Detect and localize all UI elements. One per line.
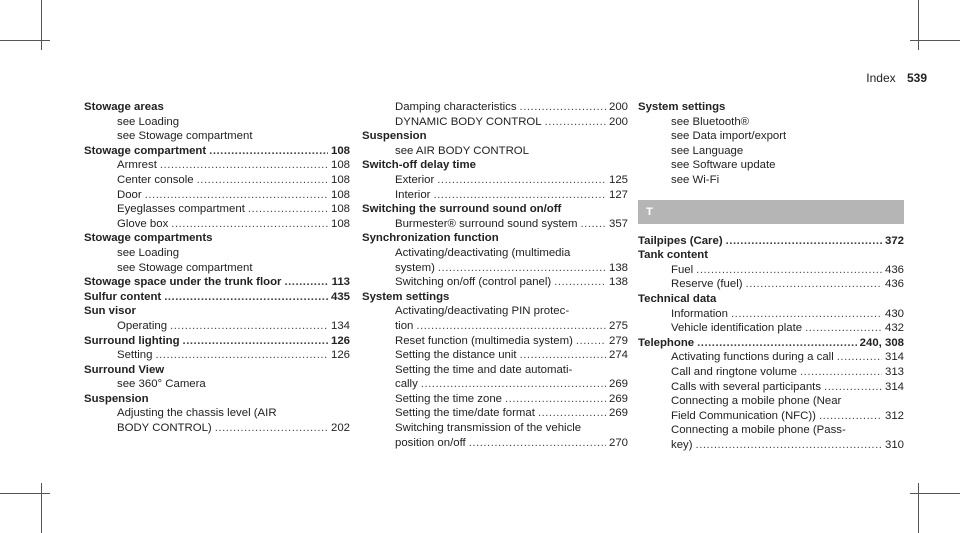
entry-heading — [84, 334, 350, 349]
sub-entry — [362, 100, 628, 115]
sub-entry — [638, 307, 904, 322]
leader-dots — [433, 188, 606, 203]
sub-entry-text: Burmester® surround sound system — [395, 217, 578, 230]
leader-dots — [284, 275, 328, 290]
leader-dots — [576, 334, 606, 349]
leader-dots — [248, 202, 328, 217]
entry-heading — [362, 231, 628, 246]
crop-mark — [918, 0, 919, 50]
page-reference[interactable]: 202 — [330, 422, 350, 435]
sub-entry-text: see Loading — [117, 115, 180, 128]
leader-dots — [505, 392, 606, 407]
page-reference[interactable]: 269 — [608, 407, 628, 420]
sub-entry-text: Reset function (multimedia system) — [395, 334, 573, 347]
page-reference[interactable]: 108 — [330, 203, 350, 216]
sub-entry-text: see Data import/export — [671, 130, 787, 143]
page-header — [866, 71, 927, 85]
sub-entry-text: see Stowage compartment — [117, 130, 253, 143]
entry-heading-text: Synchronization function — [362, 232, 499, 245]
sub-entry-text: key) — [671, 438, 693, 451]
crop-mark — [918, 483, 919, 533]
sub-entry — [638, 321, 904, 336]
sub-entry — [638, 277, 904, 292]
index-entry — [84, 275, 350, 290]
entry-heading — [84, 275, 350, 290]
page-reference[interactable]: 436 — [884, 278, 904, 291]
entry-heading-text: Surround View — [84, 363, 165, 376]
sub-entry — [362, 334, 628, 349]
sub-entry — [84, 188, 350, 203]
page-reference[interactable]: 126 — [330, 349, 350, 362]
sub-entry — [638, 380, 904, 395]
leader-dots — [819, 409, 882, 424]
page-reference[interactable]: 430 — [884, 307, 904, 320]
index-entry — [638, 234, 904, 249]
page-reference[interactable]: 108 — [330, 159, 350, 172]
leader-dots — [438, 261, 606, 276]
sub-entry — [84, 261, 350, 276]
sub-entry-text: see Loading — [117, 246, 180, 259]
index-entry — [84, 363, 350, 392]
sub-entry — [84, 129, 350, 144]
crop-mark — [0, 40, 50, 41]
page-reference[interactable]: 270 — [608, 436, 628, 449]
leader-dots — [520, 100, 606, 115]
sub-entry — [84, 158, 350, 173]
sub-entry — [362, 261, 628, 276]
sub-entry-text: Eyeglasses compartment — [117, 203, 245, 216]
sub-entry-text: see Language — [671, 144, 744, 157]
index-entry — [84, 334, 350, 363]
index-entry — [638, 100, 904, 188]
entry-heading-text: Technical data — [638, 292, 717, 305]
entry-heading — [84, 290, 350, 305]
leader-dots — [538, 406, 606, 421]
sub-entry-text: see AIR BODY CONTROL — [395, 144, 529, 157]
sub-entry — [84, 217, 350, 232]
sub-entry-text: see Bluetooth® — [671, 115, 750, 128]
sub-entry — [362, 115, 628, 130]
sub-entry-text: Activating/deactivating (multimedia — [395, 246, 571, 259]
sub-entry-text: Operating — [117, 319, 168, 332]
leader-dots — [697, 336, 857, 351]
page-reference[interactable]: 108 — [330, 217, 350, 230]
sub-entry — [362, 392, 628, 407]
sub-entry — [638, 173, 904, 188]
sub-entry-text: Connecting a mobile phone (Near — [671, 395, 842, 408]
entry-heading-text: Suspension — [84, 392, 149, 405]
page-reference[interactable]: 432 — [884, 322, 904, 335]
page-reference[interactable]: 127 — [608, 188, 628, 201]
sub-entry-text: Field Communication (NFC)) — [671, 409, 816, 422]
leader-dots — [696, 438, 882, 453]
sub-entry — [638, 394, 904, 409]
sub-entry — [638, 365, 904, 380]
sub-entry-text: Vehicle identification plate — [671, 322, 803, 335]
entry-heading — [84, 392, 350, 407]
crop-mark — [41, 0, 42, 50]
page-reference[interactable]: 274 — [608, 349, 628, 362]
entry-heading-text: Tank content — [638, 249, 709, 262]
leader-dots — [805, 321, 882, 336]
index-entry — [84, 392, 350, 436]
entry-heading-text: System settings — [638, 101, 726, 113]
entry-heading — [638, 234, 904, 249]
page-reference[interactable]: 357 — [608, 217, 628, 230]
entry-heading-text: Switching the surround sound on/off — [362, 203, 562, 216]
entry-heading — [84, 304, 350, 319]
page-reference[interactable]: 310 — [884, 438, 904, 451]
entry-heading — [84, 363, 350, 378]
sub-entry-text: see Software update — [671, 159, 776, 172]
page-reference[interactable]: 108 — [330, 188, 350, 201]
crop-mark — [910, 493, 960, 494]
sub-entry — [362, 246, 628, 261]
page-reference[interactable]: 240, 308 — [859, 336, 904, 349]
sub-entry-text: Exterior — [395, 173, 435, 186]
page-reference[interactable]: 269 — [608, 378, 628, 391]
sub-entry-text: Information — [671, 307, 728, 320]
leader-dots — [837, 350, 882, 365]
page-reference[interactable]: 372 — [884, 234, 904, 247]
leader-dots — [731, 307, 882, 322]
page-reference[interactable]: 134 — [330, 319, 350, 332]
sub-entry-text: Switching on/off (control panel) — [395, 276, 552, 289]
sub-entry-text: Activating/deactivating PIN protec- — [395, 305, 570, 318]
sub-entry-text: Interior — [395, 188, 431, 201]
leader-dots — [520, 348, 606, 363]
sub-entry — [362, 421, 628, 436]
entry-heading — [362, 129, 628, 144]
sub-entry — [638, 115, 904, 130]
leader-dots — [746, 277, 882, 292]
entry-heading — [84, 231, 350, 246]
sub-entry-text: BODY CONTROL) — [117, 422, 212, 435]
sub-entry — [362, 406, 628, 421]
leader-dots — [696, 263, 882, 278]
sub-entry — [362, 348, 628, 363]
sub-entry-text: Center console — [117, 173, 194, 186]
sub-entry-text: see Stowage compartment — [117, 261, 253, 274]
leader-dots — [171, 217, 328, 232]
sub-entry — [84, 406, 350, 421]
crop-mark — [910, 40, 960, 41]
sub-entry — [638, 423, 904, 438]
sub-entry — [362, 275, 628, 290]
leader-dots — [197, 173, 328, 188]
leader-dots — [209, 144, 328, 159]
sub-entry-text: DYNAMIC BODY CONTROL — [395, 115, 542, 128]
entry-heading-text: Telephone — [638, 336, 695, 349]
page-reference[interactable]: 138 — [608, 261, 628, 274]
index-entry — [84, 100, 350, 144]
sub-entry — [362, 188, 628, 203]
entry-heading-text: Surround lighting — [84, 334, 180, 347]
sub-entry-text: tion — [395, 319, 414, 332]
leader-dots — [581, 217, 606, 232]
page-reference[interactable]: 113 — [331, 276, 350, 289]
sub-entry — [362, 304, 628, 319]
index-entry — [84, 144, 350, 232]
sub-entry-text: Activating functions during a call — [671, 351, 834, 364]
leader-dots — [437, 173, 606, 188]
entry-heading — [84, 144, 350, 159]
sub-entry-text: Switching transmission of the vehicle — [395, 422, 582, 435]
leader-dots — [545, 115, 606, 130]
sub-entry-text: see Wi-Fi — [671, 173, 720, 186]
leader-dots — [824, 380, 882, 395]
leader-dots — [726, 234, 882, 249]
entry-heading-text: System settings — [362, 290, 450, 303]
sub-entry — [84, 115, 350, 130]
sub-entry — [362, 436, 628, 451]
sub-entry-text: see 360° Camera — [117, 378, 206, 391]
sub-entry — [84, 246, 350, 261]
page-reference[interactable]: 200 — [608, 115, 628, 128]
leader-dots — [800, 365, 882, 380]
sub-entry-text: Setting the distance unit — [395, 349, 517, 362]
sub-entry — [84, 319, 350, 334]
index-entry — [362, 158, 628, 202]
page-reference[interactable]: 435 — [330, 290, 350, 303]
index-column-2 — [362, 100, 628, 450]
entry-heading — [638, 336, 904, 351]
entry-heading — [638, 248, 904, 263]
page-reference[interactable]: 279 — [608, 334, 628, 347]
page-reference[interactable]: 269 — [608, 392, 628, 405]
page-reference[interactable]: 314 — [884, 380, 904, 393]
leader-dots — [554, 275, 606, 290]
sub-entry — [362, 144, 628, 159]
entry-heading-text: Stowage space under the trunk floor — [84, 276, 282, 289]
sub-entry — [84, 202, 350, 217]
page-reference[interactable]: 313 — [884, 365, 904, 378]
leader-dots — [155, 348, 328, 363]
sub-entry-text: Reserve (fuel) — [671, 278, 743, 291]
sub-entry — [84, 421, 350, 436]
index-entry — [84, 304, 350, 333]
sub-entry-text: Setting — [117, 349, 153, 362]
sub-entry-text: Call and ringtone volume — [671, 365, 798, 378]
sub-entry — [362, 217, 628, 232]
page-reference[interactable]: 436 — [884, 263, 904, 276]
index-entry — [362, 202, 628, 231]
sub-entry-text: Damping characteristics — [395, 101, 517, 113]
index-entry — [362, 231, 628, 289]
leader-dots — [183, 334, 328, 349]
sub-entry — [638, 144, 904, 159]
index-column-1 — [84, 100, 350, 436]
sub-entry-text: Door — [117, 188, 142, 201]
entry-heading-text: Suspension — [362, 130, 427, 143]
entry-heading-text: Stowage compartment — [84, 144, 207, 157]
page-reference[interactable]: 125 — [608, 173, 628, 186]
sub-entry — [638, 158, 904, 173]
entry-heading-text: Tailpipes (Care) — [638, 234, 723, 247]
leader-dots — [164, 290, 328, 305]
entry-heading — [638, 292, 904, 307]
sub-entry-text: Fuel — [671, 263, 694, 276]
page-reference[interactable]: 138 — [608, 276, 628, 289]
entry-heading — [362, 158, 628, 173]
index-entry — [362, 290, 628, 451]
entry-heading — [362, 202, 628, 217]
leader-dots — [416, 319, 606, 334]
sub-entry — [638, 263, 904, 278]
leader-dots — [421, 377, 606, 392]
sub-entry-text: Setting the time/date format — [395, 407, 535, 420]
sub-entry-text: system) — [395, 261, 435, 274]
sub-entry — [638, 129, 904, 144]
entry-heading — [362, 290, 628, 305]
index-entry — [84, 290, 350, 305]
index-entry — [362, 129, 628, 158]
leader-dots — [160, 158, 328, 173]
entry-heading-text: Switch-off delay time — [362, 159, 476, 172]
entry-heading-text: Sun visor — [84, 305, 136, 318]
entry-heading-text: Sulfur content — [84, 290, 162, 303]
sub-entry-text: Setting the time and date automati- — [395, 363, 573, 376]
page-reference[interactable]: 108 — [330, 173, 350, 186]
entry-heading — [84, 100, 350, 115]
letter-divider: T — [638, 200, 904, 224]
sub-entry — [362, 363, 628, 378]
sub-entry-text: Adjusting the chassis level (AIR — [117, 407, 277, 420]
leader-dots — [215, 421, 328, 436]
sub-entry-text: Armrest — [117, 159, 157, 172]
page-reference[interactable]: 126 — [330, 334, 350, 347]
index-entry — [362, 100, 628, 129]
sub-entry — [84, 377, 350, 392]
sub-entry — [84, 173, 350, 188]
index-entry — [638, 336, 904, 453]
crop-mark — [0, 493, 50, 494]
entry-heading-text: Stowage areas — [84, 101, 164, 113]
page-reference[interactable]: 200 — [608, 101, 628, 113]
index-entry — [84, 231, 350, 275]
sub-entry-text: Calls with several participants — [671, 380, 822, 393]
entry-heading-text: Stowage compartments — [84, 232, 213, 245]
sub-entry-text: Connecting a mobile phone (Pass- — [671, 424, 846, 437]
index-entry — [638, 248, 904, 292]
page-reference[interactable]: 275 — [608, 319, 628, 332]
page-reference[interactable]: 314 — [884, 351, 904, 364]
sub-entry-text: cally — [395, 378, 418, 391]
sub-entry — [362, 377, 628, 392]
sub-entry-text: Glove box — [117, 217, 169, 230]
index-column-3 — [638, 100, 904, 452]
leader-dots — [170, 319, 328, 334]
sub-entry — [362, 319, 628, 334]
sub-entry-text: Setting the time zone — [395, 392, 503, 405]
index-entry — [638, 292, 904, 336]
entry-heading — [638, 100, 904, 115]
sub-entry — [638, 438, 904, 453]
page-reference[interactable]: 312 — [884, 409, 904, 422]
sub-entry-text: position on/off — [395, 436, 466, 449]
leader-dots — [145, 188, 328, 203]
page-reference[interactable]: 108 — [330, 144, 350, 157]
crop-mark — [41, 483, 42, 533]
sub-entry — [362, 173, 628, 188]
sub-entry — [84, 348, 350, 363]
sub-entry — [638, 350, 904, 365]
section-title: Index — [866, 71, 896, 85]
leader-dots — [469, 436, 606, 451]
sub-entry — [638, 409, 904, 424]
page-number: 539 — [906, 71, 927, 85]
